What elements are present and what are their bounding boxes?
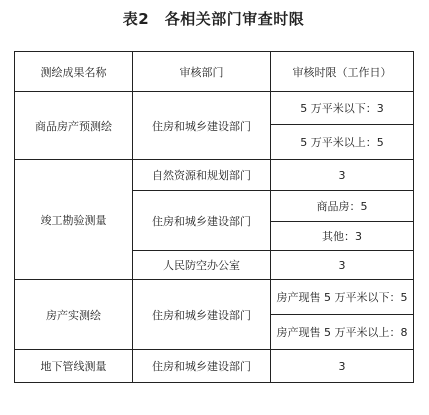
limit-cell: 5 万平米以下：3 (271, 92, 414, 125)
result-name-cell: 商品房产预测绘 (15, 92, 133, 160)
limit-cell: 商品房：5 (271, 191, 414, 222)
header-cell-limit: 审核时限（工作日） (271, 52, 414, 92)
limit-cell: 3 (271, 350, 414, 383)
review-time-table (14, 51, 414, 383)
dept-cell: 住房和城乡建设部门 (133, 191, 271, 251)
table-row (15, 92, 414, 125)
header-cell-dept: 审核部门 (133, 52, 271, 92)
limit-cell: 3 (271, 160, 414, 191)
dept-cell: 住房和城乡建设部门 (133, 280, 271, 350)
limit-cell: 5 万平米以上：5 (271, 125, 414, 160)
table-row (15, 350, 414, 383)
limit-cell: 房产现售 5 万平米以下：5 (271, 280, 414, 315)
result-name-cell: 竣工勘验测量 (15, 160, 133, 280)
dept-cell: 人民防空办公室 (133, 251, 271, 280)
limit-cell: 其他：3 (271, 222, 414, 251)
limit-cell: 3 (271, 251, 414, 280)
dept-cell: 住房和城乡建设部门 (133, 350, 271, 383)
table-title: 表2 各相关部门审查时限 (122, 10, 305, 28)
result-name-cell: 房产实测绘 (15, 280, 133, 350)
table-header-row (15, 52, 414, 92)
table-row (15, 280, 414, 315)
limit-cell: 房产现售 5 万平米以上：8 (271, 315, 414, 350)
table-row (15, 160, 414, 191)
dept-cell: 住房和城乡建设部门 (133, 92, 271, 160)
header-cell-name: 测绘成果名称 (15, 52, 133, 92)
result-name-cell: 地下管线测量 (15, 350, 133, 383)
dept-cell: 自然资源和规划部门 (133, 160, 271, 191)
